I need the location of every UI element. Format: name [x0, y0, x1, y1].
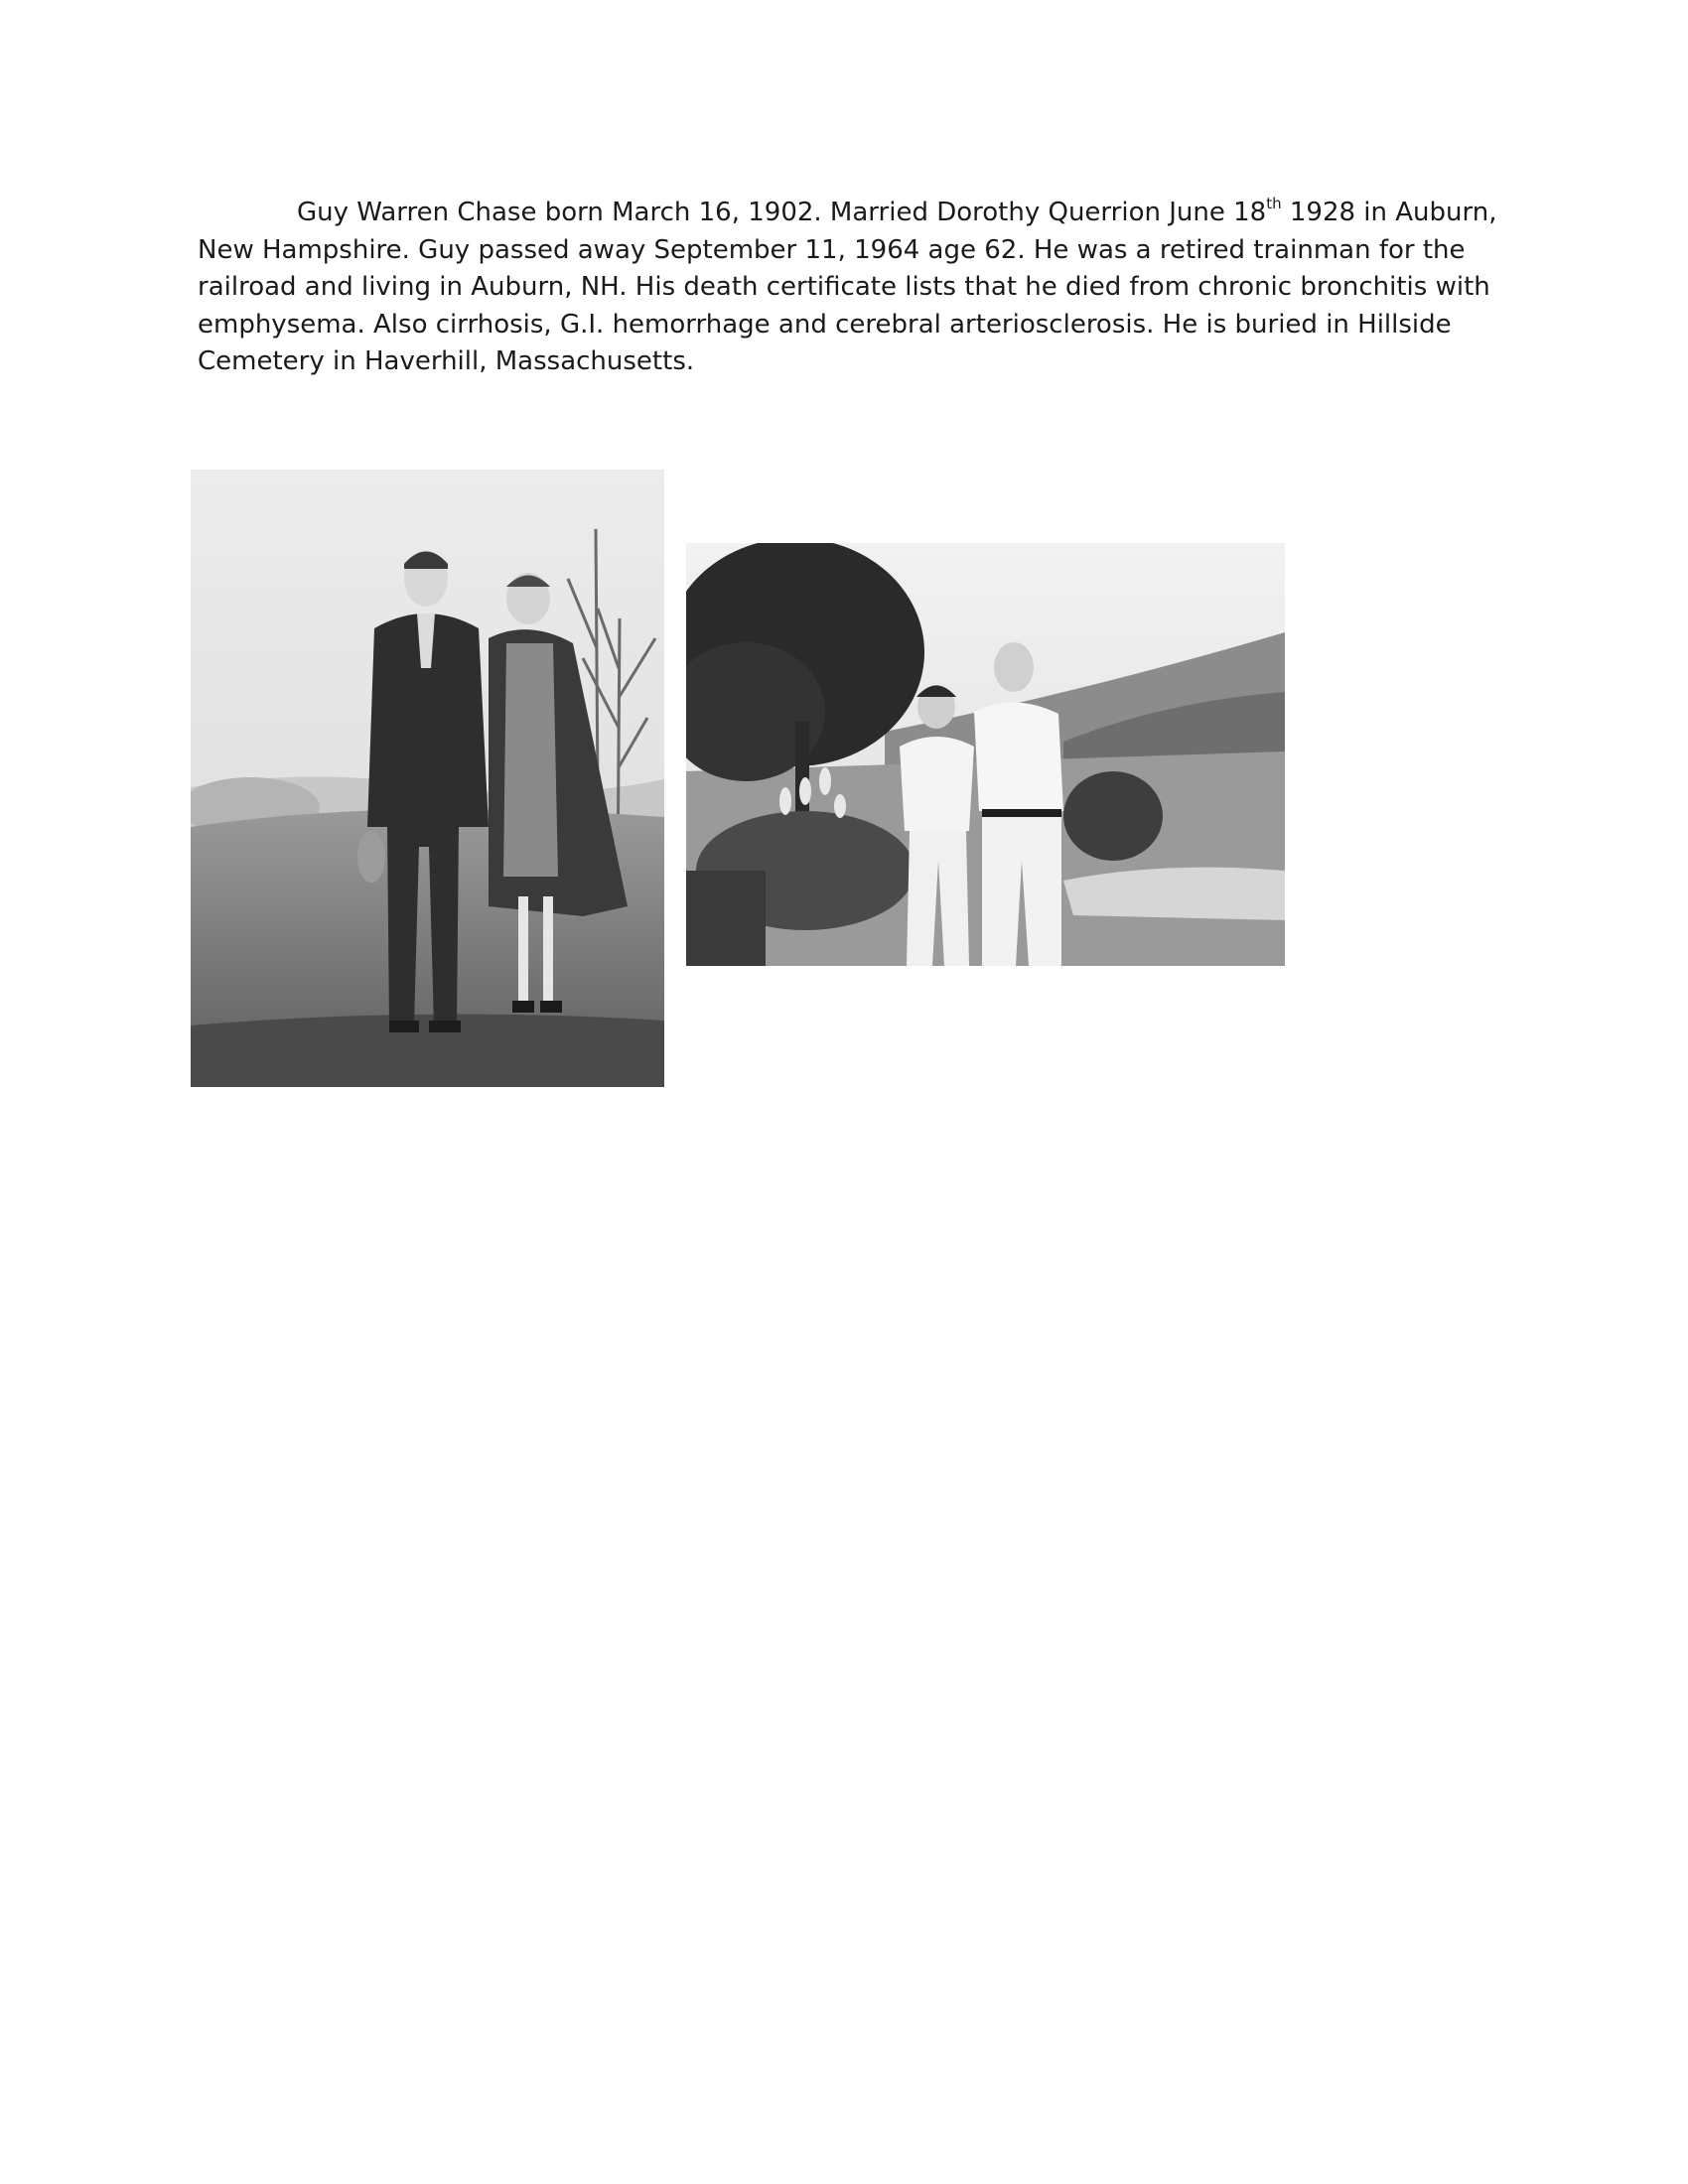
- couple-portrait-image: [191, 470, 664, 1087]
- couple-summer-image: [686, 543, 1285, 966]
- biography-paragraph: [198, 195, 1497, 381]
- bio-line-4: emphysema. Also cirrhosis, G.I. hemorrhage and cerebral arteriosclerosis. He is buried in Hillside: [198, 309, 1452, 340]
- couple-portrait-photo: [191, 470, 664, 1087]
- couple-summer-photo: [686, 543, 1285, 966]
- bio-line-5: Cemetery in Haverhill, Massachusetts.: [198, 346, 695, 376]
- bio-line-1: [198, 195, 1497, 232]
- bio-line-2: New Hampshire. Guy passed away September 11, 1964 age 62. He was a retired trainman for the: [198, 234, 1466, 265]
- bio-line-3: railroad and living in Auburn, NH. His death certificate lists that he died from chronic bronchitis with: [198, 272, 1490, 302]
- bio-line-1-tail: 1928 in Auburn,: [1281, 198, 1497, 227]
- bio-line-1-text: Guy Warren Chase born March 16, 1902. Married Dorothy Querrion June 18: [297, 198, 1267, 227]
- ordinal-superscript: th: [1266, 195, 1282, 212]
